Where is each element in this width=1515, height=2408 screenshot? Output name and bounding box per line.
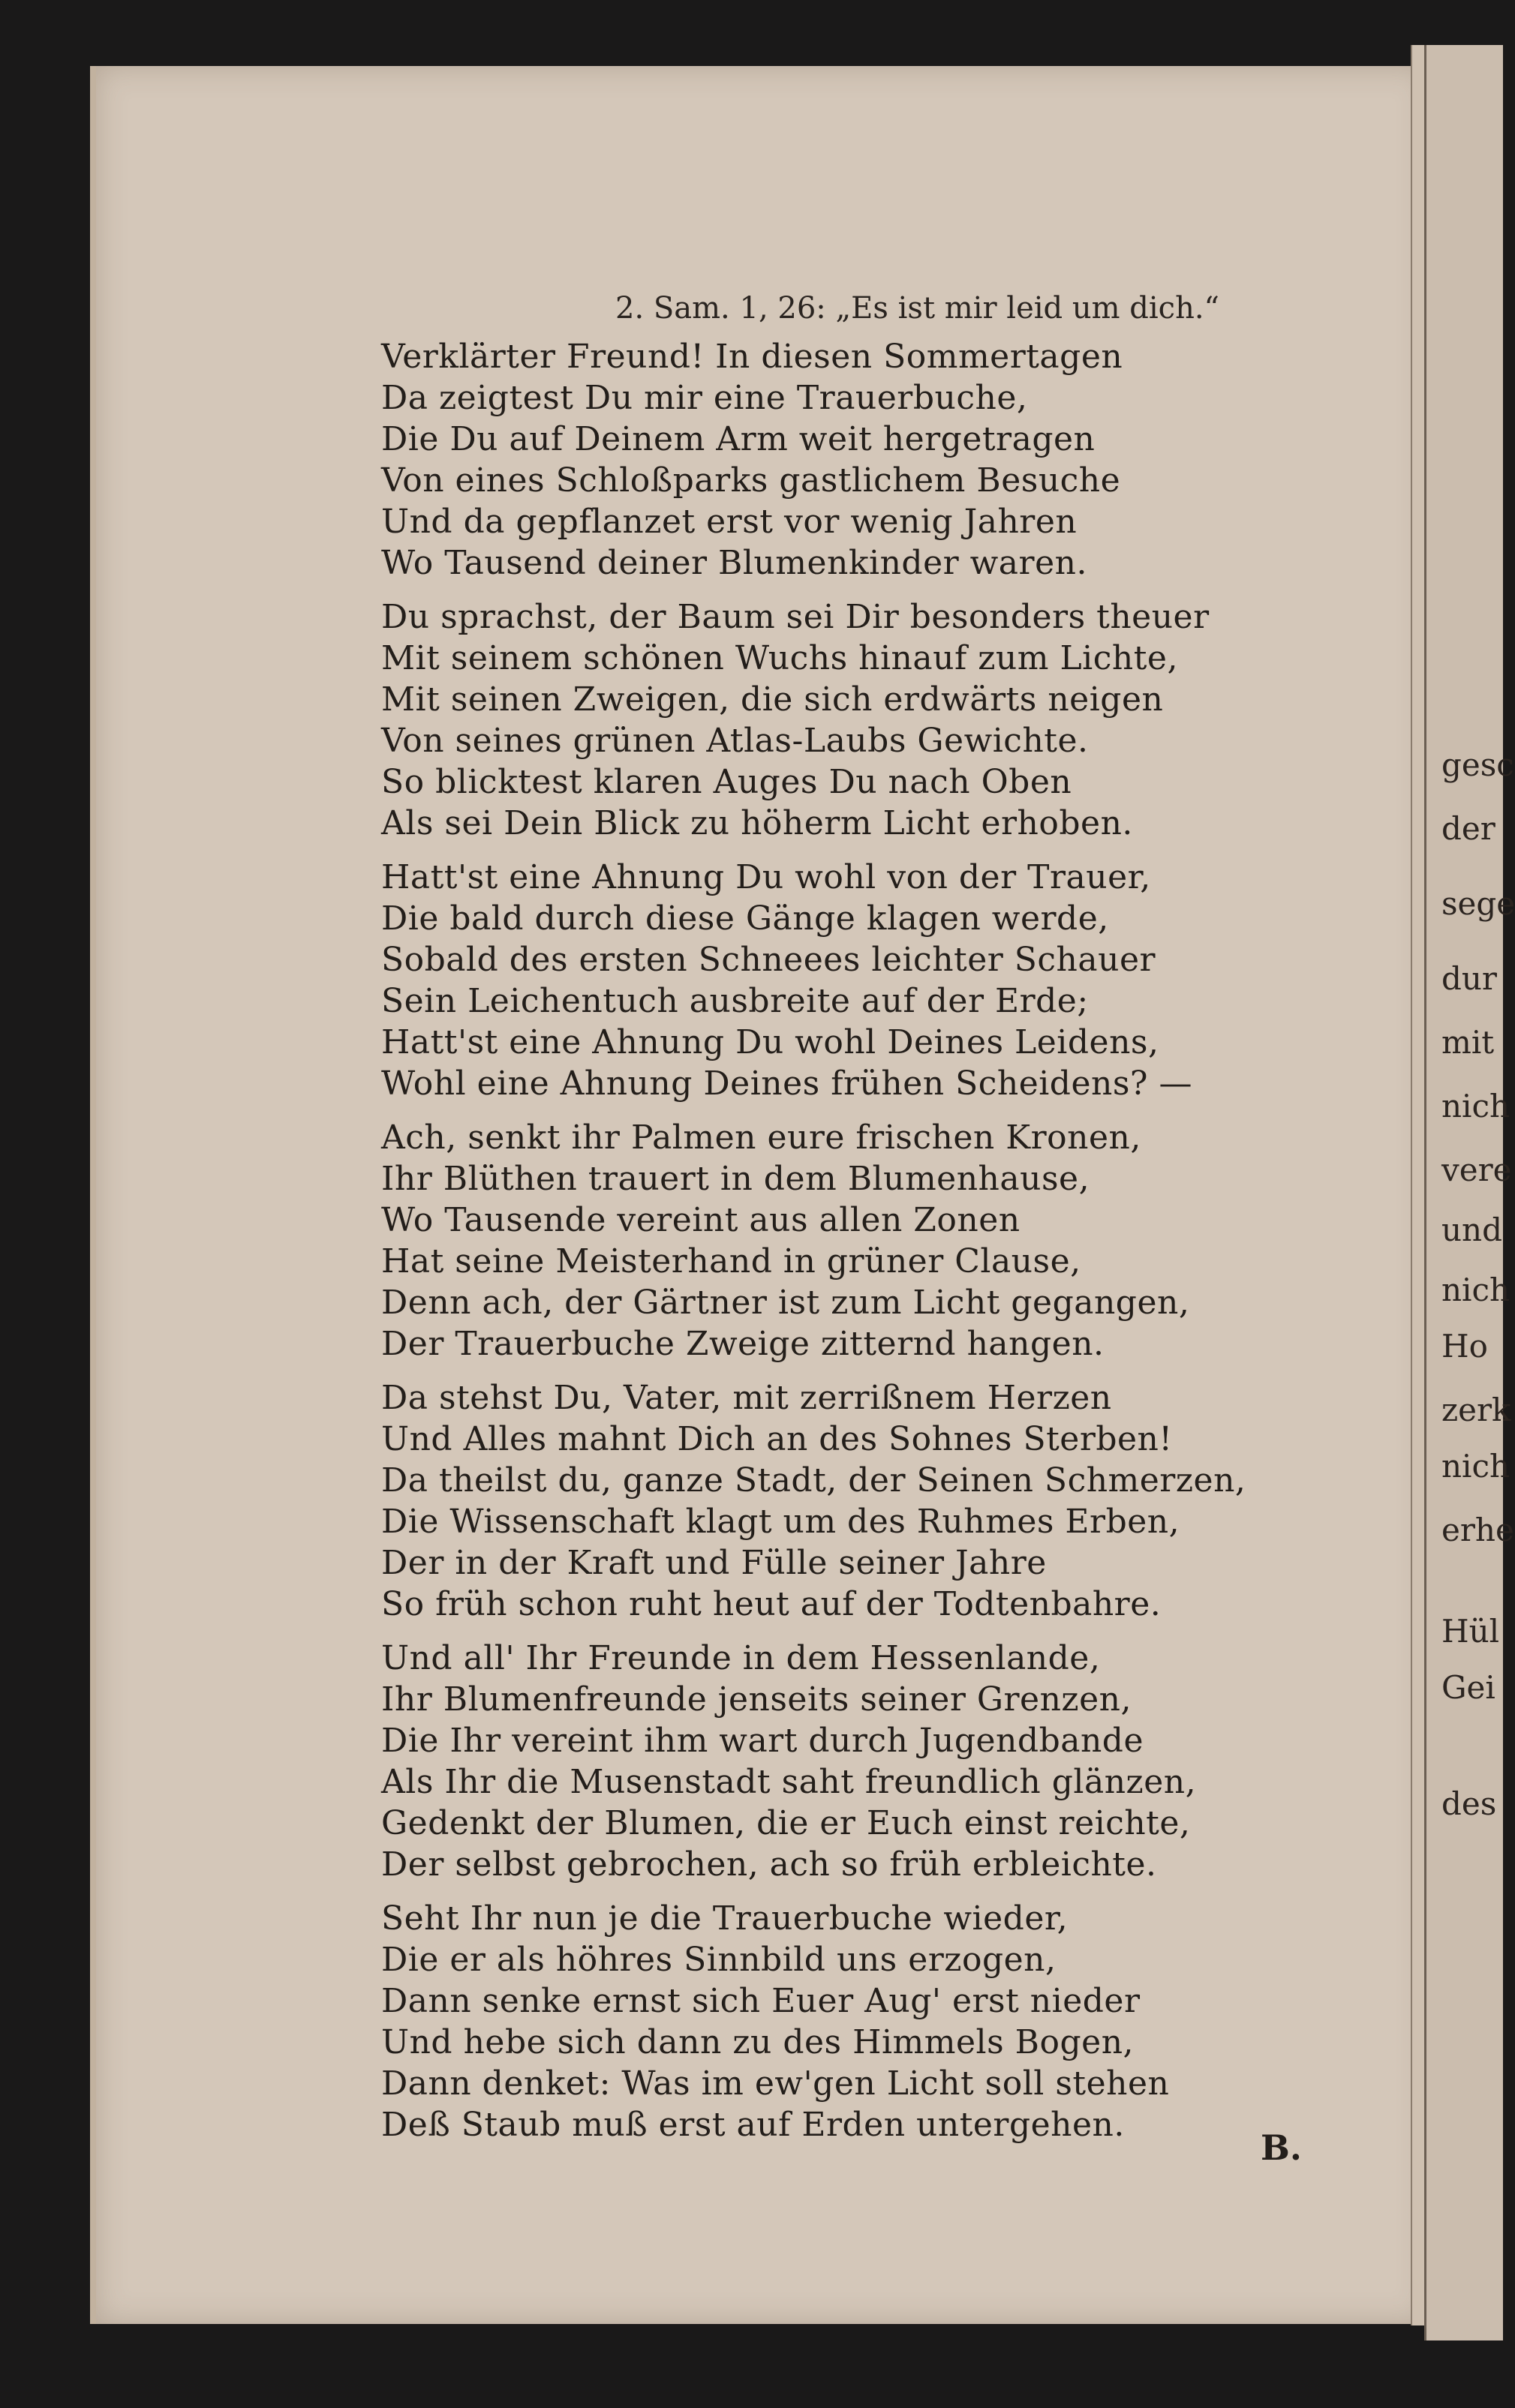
facing-fragment: nich (1441, 1272, 1510, 1308)
author-signature: B. (1261, 2127, 1302, 2168)
poem-line: Wohl eine Ahnung Deines frühen Scheidens? — (381, 1064, 1193, 1103)
poem-line: Von seines grünen Atlas-Laubs Gewichte. (381, 722, 1089, 760)
poem-line: Denn ach, der Gärtner ist zum Licht gegangen, (381, 1284, 1190, 1322)
facing-fragment: nich (1441, 1088, 1510, 1124)
poem-line: Sobald des ersten Schneees leichter Schauer (381, 941, 1156, 979)
poem-line: So früh schon ruht heut auf der Todtenbahre. (381, 1585, 1162, 1623)
stanza (381, 857, 1327, 1104)
poem-line: Ihr Blumenfreunde jenseits seiner Grenzen, (381, 1680, 1132, 1719)
facing-fragment: Ho (1441, 1328, 1488, 1365)
stanza (381, 1377, 1327, 1625)
poem-line: Mit seinem schönen Wuchs hinauf zum Lichte, (381, 639, 1178, 677)
poem-line: So blicktest klaren Auges Du nach Oben (381, 763, 1072, 801)
facing-fragment: dur (1441, 960, 1498, 997)
page-edge (1411, 45, 1424, 2325)
facing-page (1424, 45, 1515, 2340)
poem-line: Da stehst Du, Vater, mit zerrißnem Herzen (381, 1379, 1112, 1417)
stanza (381, 336, 1327, 584)
facing-fragment: der (1441, 810, 1495, 847)
poem-line: Dann senke ernst sich Euer Aug' erst nieder (381, 1982, 1141, 2020)
poem (381, 336, 1327, 2158)
poem-line: Als Ihr die Musenstadt saht freundlich glänzen, (381, 1763, 1197, 1801)
poem-line: Verklärter Freund! In diesen Sommertagen (381, 338, 1123, 376)
poem-line: Hat seine Meisterhand in grüner Clause, (381, 1242, 1081, 1281)
facing-fragment: gesc (1441, 746, 1514, 783)
poem-line: Da zeigtest Du mir eine Trauerbuche, (381, 379, 1028, 417)
poem-line: Die Ihr vereint ihm wart durch Jugendbande (381, 1722, 1144, 1760)
facing-fragment: Hül (1441, 1613, 1500, 1650)
facing-fragment: mit (1441, 1024, 1495, 1061)
poem-line: Die er als höhres Sinnbild uns erzogen, (381, 1941, 1057, 1979)
poem-line: Du sprachst, der Baum sei Dir besonders theuer (381, 598, 1210, 636)
poem-line: Mit seinen Zweigen, die sich erdwärts neigen (381, 680, 1164, 719)
facing-fragment: des (1441, 1785, 1497, 1822)
facing-fragment: sege (1441, 885, 1515, 922)
poem-line: Und Alles mahnt Dich an des Sohnes Sterben! (381, 1420, 1173, 1458)
facing-fragment: erhe (1441, 1512, 1514, 1548)
poem-line: Die bald durch diese Gänge klagen werde, (381, 899, 1109, 938)
poem-line: Seht Ihr nun je die Trauerbuche wieder, (381, 1899, 1069, 1938)
poem-line: Von eines Schloßparks gastlichem Besuche (381, 461, 1121, 500)
poem-line: Der selbst gebrochen, ach so früh erbleichte. (381, 1845, 1157, 1884)
facing-fragment: nich (1441, 1448, 1510, 1485)
poem-line: Die Wissenschaft klagt um des Ruhmes Erben, (381, 1503, 1180, 1541)
poem-line: Hatt'st eine Ahnung Du wohl Deines Leidens, (381, 1023, 1159, 1061)
poem-line: Die Du auf Deinem Arm weit hergetragen (381, 420, 1096, 458)
poem-line: Wo Tausend deiner Blumenkinder waren. (381, 544, 1087, 582)
poem-line: Als sei Dein Blick zu höherm Licht erhoben. (381, 804, 1133, 842)
facing-fragment: Gei (1441, 1669, 1495, 1706)
facing-fragment: zerk (1441, 1392, 1511, 1428)
poem-line: Da theilst du, ganze Stadt, der Seinen Schmerzen, (381, 1461, 1246, 1500)
stanza (381, 596, 1327, 844)
poem-line: Und da gepflanzet erst vor wenig Jahren (381, 503, 1078, 541)
poem-line: Und hebe sich dann zu des Himmels Bogen, (381, 2023, 1135, 2061)
poem-line: Deß Staub muß erst auf Erden untergehen. (381, 2106, 1125, 2144)
poem-line: Der Trauerbuche Zweige zitternd hangen. (381, 1325, 1105, 1363)
poem-line: Und all' Ihr Freunde in dem Hessenlande, (381, 1639, 1101, 1677)
stanza (381, 1638, 1327, 1885)
facing-fragment: vere (1441, 1151, 1512, 1188)
stanza (381, 1117, 1327, 1365)
poem-line: Gedenkt der Blumen, die er Euch einst reichte, (381, 1804, 1191, 1842)
poem-line: Dann denket: Was im ew'gen Licht soll stehen (381, 2064, 1170, 2103)
epigraph-reference: 2. Sam. 1, 26: „Es ist mir leid um dich.“ (615, 291, 1219, 326)
poem-line: Ihr Blüthen trauert in dem Blumenhause, (381, 1160, 1090, 1198)
poem-line: Sein Leichentuch ausbreite auf der Erde; (381, 982, 1089, 1020)
facing-fragment: und (1441, 1212, 1502, 1248)
poem-line: Hatt'st eine Ahnung Du wohl von der Trauer, (381, 858, 1151, 896)
stanza (381, 1898, 1327, 2145)
poem-line: Wo Tausende vereint aus allen Zonen (381, 1201, 1021, 1239)
poem-line: Der in der Kraft und Fülle seiner Jahre (381, 1544, 1047, 1582)
poem-line: Ach, senkt ihr Palmen eure frischen Kronen, (381, 1118, 1141, 1157)
